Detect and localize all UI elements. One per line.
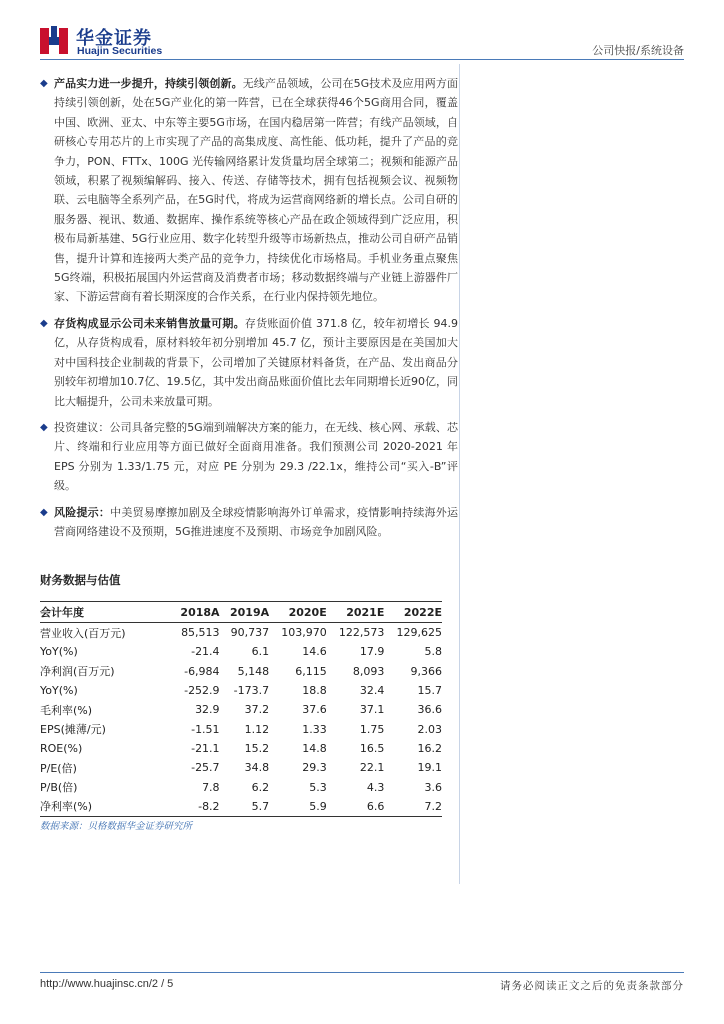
value-cell: 14.8 [302,741,327,755]
value-cell: 103,970 [281,626,327,640]
value-cell: 19.1 [417,761,442,775]
financials-table [40,601,442,817]
data-source-note: 数据来源：贝格数据华金证券研究所 [40,821,193,832]
value-cell: 1.33 [302,722,327,736]
table-header-cell: 会计年度 [40,602,170,623]
value-cell: -6,984 [184,664,220,678]
company-logo [40,26,200,58]
paragraph-text: 投资建议：公司具备完整的5G端到端解决方案的能力，在无线、核心网、承载、芯片、终端和行业应用等方面已做好全面商用准备。我们预测公司 2020-2021 年EPS 分别为 1.33/1.75 元，对应 PE 分别为 29.3 /22.1x，维持公司“买入-B”评级。 [54,420,458,493]
diamond-bullet-icon: ◆ [40,78,48,89]
table-row [40,681,442,700]
value-cell: 15.7 [417,684,442,698]
value-cell: 85,513 [181,626,220,640]
table-row [40,662,442,681]
value-cell: 6.1 [251,645,270,659]
table-row [40,739,442,758]
financials-title: 财务数据与估值 [40,573,121,587]
paragraph-inventory [40,314,458,411]
paragraph-heading: 风险提示： [54,505,111,519]
table-row [40,719,442,738]
value-cell: 17.9 [359,645,385,659]
paragraph-product [40,74,458,307]
value-cell: -173.7 [233,684,270,698]
paragraph-text: 存货账面价值 371.8 亿，较年初增长 94.9亿，从存货构成看，原材料较年初分别增加 45.7 亿，预计主要原因是在美国加大对中国科技企业制裁的背景下，公司增加了关键原材料备货，在产品、发出商品分别较年初增加10.7亿、19.5亿，其中发出商品账面价值比去年同期增长近90亿，同比大幅提升，公司未来放量可期。 [54,316,458,408]
value-cell: 122,573 [338,626,385,640]
value-cell: 6.6 [327,797,385,817]
value-cell: -25.7 [191,761,220,775]
value-cell: 5.8 [424,645,442,659]
row-label-cell: YoY(%) [40,645,78,659]
value-cell: 8,093 [352,664,385,678]
table-header-cell: 2021E [327,602,385,623]
table-header-row [40,602,442,623]
paragraph-text: 中美贸易摩擦加剧及全球疫情影响海外订单需求，疫情影响持续海外运营商网络建设不及预期，5G推进速度不及预期、市场竞争加剧风险。 [54,505,459,538]
diamond-bullet-icon: ◆ [40,317,48,329]
row-label-cell: 净利润(百万元) [40,665,115,679]
disclaimer-notice: 请务必阅读正文之后的免责条款部分 [500,980,684,992]
company-name-cn: 华金证券 [76,28,152,49]
row-label-cell: 毛利率(%) [40,703,93,717]
huajin-logo-icon [40,26,68,56]
value-cell: 18.8 [302,684,327,698]
value-cell: 9,366 [410,664,442,678]
value-cell: 16.5 [359,741,385,755]
website-link[interactable]: http://www.huajinsc.cn/ [40,978,152,990]
value-cell: -8.2 [170,797,220,817]
value-cell: 1.12 [244,722,270,736]
header-divider [40,59,684,60]
value-cell: 3.6 [424,780,442,794]
value-cell: -21.4 [191,645,220,659]
value-cell: 6.2 [251,780,270,794]
page-number: 2 / 5 [151,978,174,990]
value-cell: 37.1 [359,703,385,717]
value-cell: 5.3 [309,780,327,794]
value-cell: 22.1 [359,761,385,775]
row-label-cell: P/B(倍) [40,781,78,795]
value-cell: 16.2 [417,741,442,755]
row-label-cell: ROE(%) [40,741,83,755]
footer-left [40,978,173,990]
value-cell: -1.51 [191,722,220,736]
value-cell: 5,148 [237,664,270,678]
table-row [40,777,442,796]
row-label-cell: YoY(%) [40,684,78,698]
table-row [40,623,442,643]
value-cell: 129,625 [396,626,442,640]
table-header-cell: 2018A [170,602,220,623]
value-cell: 32.4 [359,684,385,698]
value-cell: 14.6 [302,645,327,659]
table-header-cell: 2020E [269,602,327,623]
table-header-cell: 2019A [220,602,270,623]
value-cell: 1.75 [359,722,385,736]
value-cell: 37.6 [302,703,327,717]
table-row [40,797,442,817]
value-cell: -252.9 [184,684,220,698]
main-content [40,74,458,548]
paragraph-text: 无线产品领域，公司在5G技术及应用两方面持续引领创新，处在5G产业化的第一阵营，已在全球获得46个5G商用合同，覆盖中国、欧洲、亚太、中东等主要5G市场，在国内稳居第一阵营；有线产品领域，自研核心专用芯片的上市实现了产品的高集成度、高性能、低功耗，提升了产品的竞争力，PON、FTTx、100G 光传输网络累计发货量均居全球第二；视频和能源产品领域，积累了视频编解码、接入、传送、存储等技术，拥有包括视频会议、视频物联、云电脑等全系列产品，在5G时代，将成为运营商网络新的增长点。公司自研的服务器、视讯、数通、数据库、操作系统等核心产品在政企领域得到广泛应用，积极布局新基建、5G行业应用、数字化转型升级等市场新热点，推动公司自研产品销售，提升计算和连接两大类产品的竞争力，持续优化市场格局。手机业务重点聚焦5G终端，积极拓展国内外运营商及消费者市场；移动数据终端与产业链上游器件厂家、下游运营商有着长期深度的合作关系，在行业内保持领先地位。 [54,77,458,304]
diamond-bullet-icon: ◆ [40,421,48,433]
value-cell: 29.3 [302,761,327,775]
column-divider [459,64,460,884]
value-cell: 2.03 [417,722,442,736]
row-label-cell: 营业收入(百万元) [40,626,126,640]
value-cell: 34.8 [244,761,270,775]
value-cell: 6,115 [295,664,327,678]
value-cell: 4.3 [366,780,385,794]
row-label-cell: 净利率(%) [40,797,170,817]
value-cell: -21.1 [191,741,220,755]
page-header [0,0,724,64]
value-cell: 32.9 [195,703,220,717]
value-cell: 90,737 [230,626,270,640]
diamond-bullet-icon: ◆ [40,506,48,518]
company-name-en: Huajin Securities [77,45,163,57]
paragraph-heading: 产品实力进一步提升，持续引领创新。 [54,77,243,90]
table-row [40,700,442,719]
table-row [40,642,442,661]
value-cell: 7.2 [384,797,442,817]
table-header-cell: 2022E [384,602,442,623]
value-cell: 36.6 [417,703,442,717]
value-cell: 5.9 [269,797,327,817]
paragraph-investment [40,418,458,496]
value-cell: 7.8 [202,780,220,794]
row-label-cell: EPS(摊薄/元) [40,723,106,737]
paragraph-risk [40,503,458,542]
table-row [40,758,442,777]
footer-divider [40,972,684,973]
report-category: 公司快报/系统设备 [592,44,684,57]
value-cell: 5.7 [220,797,270,817]
paragraph-heading: 存货构成显示公司未来销售放量可期。 [54,316,245,330]
value-cell: 37.2 [244,703,270,717]
row-label-cell: P/E(倍) [40,761,77,775]
value-cell: 15.2 [244,741,270,755]
